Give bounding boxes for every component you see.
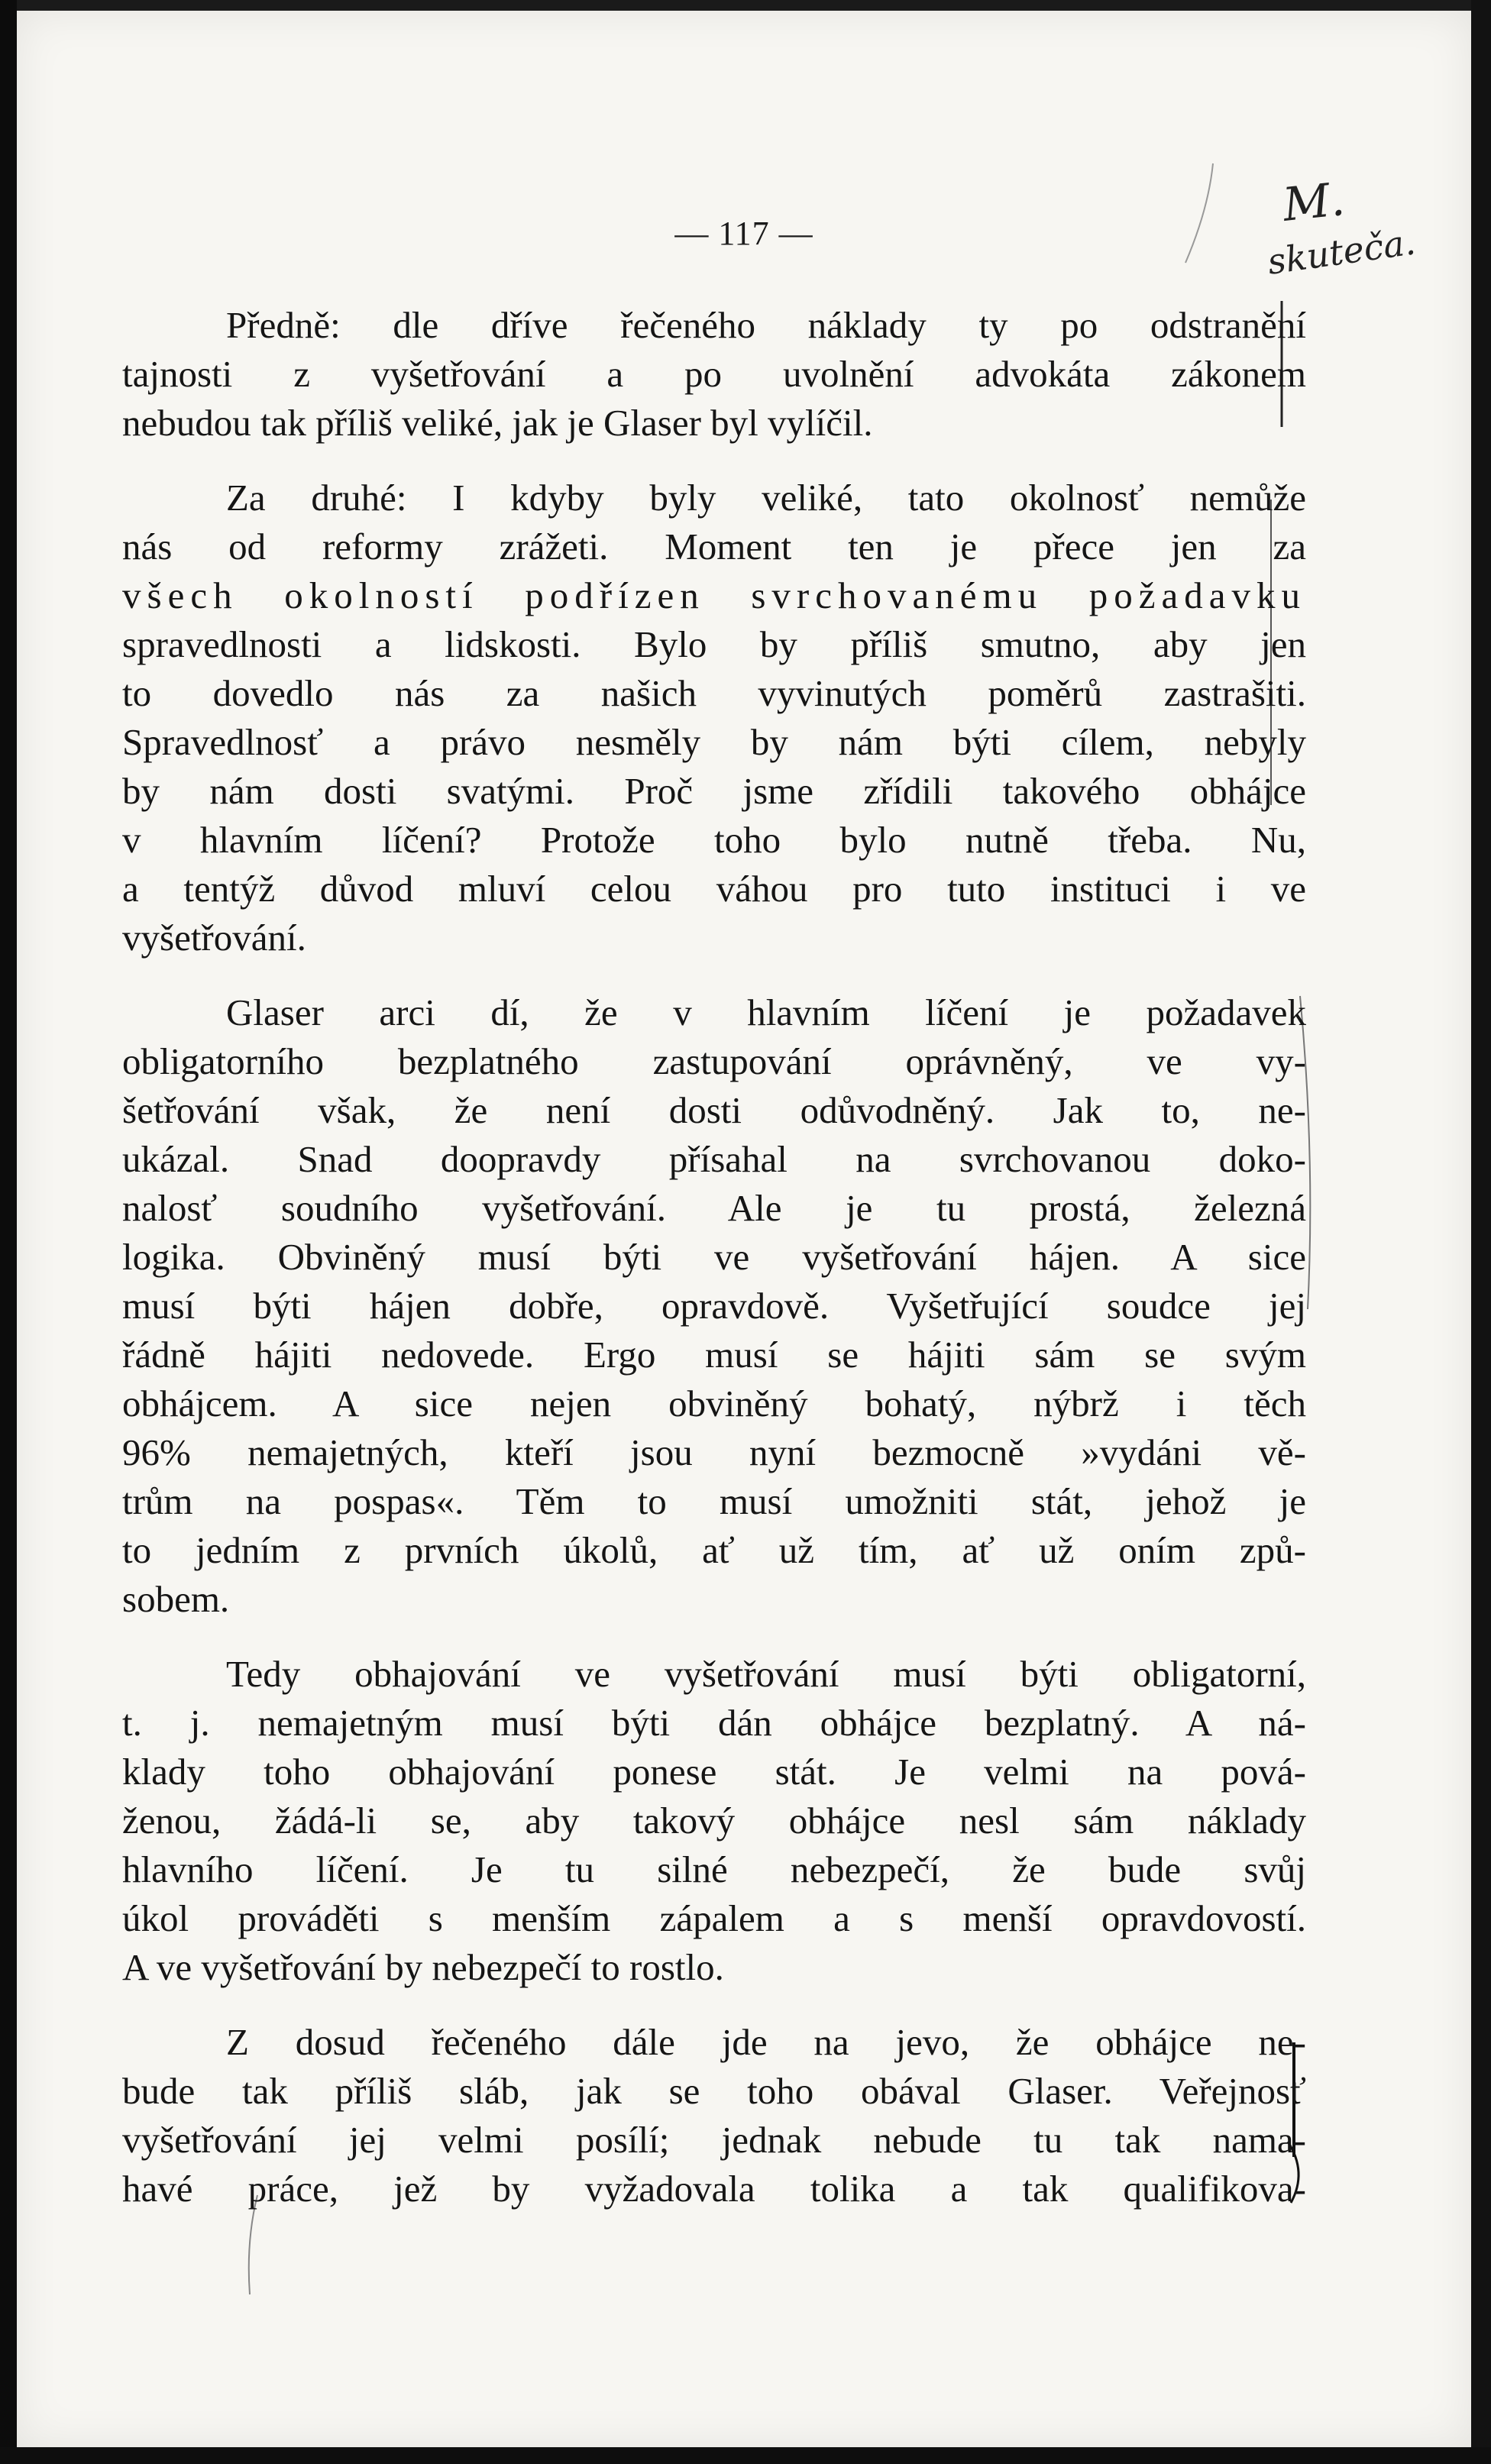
text-line: Glaser arci dí, že v hlavním líčení je požadavek [226, 991, 1306, 1033]
paragraph [122, 301, 1306, 448]
text-line: logika. Obviněný musí býti ve vyšetřování hájen. A sice [122, 1236, 1306, 1278]
text-line: bude tak příliš sláb, jak se toho obával Glaser. Veřejnosť [122, 2070, 1306, 2112]
body-text [122, 301, 1306, 2239]
text-line: nalosť soudního vyšetřování. Ale je tu prostá, železná [122, 1187, 1306, 1229]
text-line: trům na pospas«. Těm to musí umožniti stát, jehož je [122, 1480, 1306, 1522]
text-line: všech okolností podřízen svrchovanému požadavku [122, 574, 1306, 616]
text-line: nás od reformy zrážeti. Moment ten je přece jen za [122, 525, 1306, 567]
text-line: nebudou tak příliš veliké, jak je Glaser byl vylíčil. [122, 402, 873, 444]
text-line: klady toho obhajování ponese stát. Je velmi na pová- [122, 1751, 1306, 1793]
text-line: řádně hájiti nedovede. Ergo musí se hájiti sám se svým [122, 1334, 1306, 1376]
text-line: musí býti hájen dobře, opravdově. Vyšetřující soudce jej [122, 1285, 1306, 1327]
text-line: vyšetřování. [122, 917, 306, 959]
handwritten-note-line-2: skuteča. [1265, 221, 1418, 283]
text-line: t. j. nemajetným musí býti dán obhájce bezplatný. A ná- [122, 1702, 1306, 1744]
text-line: úkol prováděti s menším zápalem a s menší opravdovostí. [122, 1897, 1306, 1939]
text-line: havé práce, jež by vyžadovala tolika a tak qualifikova- [122, 2168, 1306, 2210]
scan-edge-right [1471, 0, 1491, 2464]
text-line: to dovedlo nás za našich vyvinutých poměrů zastrašiti. [122, 672, 1306, 714]
text-line: to jedním z prvních úkolů, ať už tím, ať už oním způ- [122, 1529, 1306, 1571]
text-line: obligatorního bezplatného zastupování oprávněný, ve vy- [122, 1040, 1306, 1082]
scan-edge-left [0, 0, 17, 2464]
paragraph [122, 474, 1306, 962]
text-line: v hlavním líčení? Protože toho bylo nutně třeba. Nu, [122, 819, 1306, 861]
text-line: 96% nemajetných, kteří jsou nyní bezmocně »vydáni vě- [122, 1431, 1306, 1473]
text-line: vyšetřování jej velmi posílí; jednak nebude tu tak nama- [122, 2119, 1306, 2161]
text-line: a tentýž důvod mluví celou váhou pro tuto instituci i ve [122, 868, 1306, 910]
text-line: Za druhé: I kdyby byly veliké, tato okolnosť nemůže [226, 477, 1306, 519]
paragraph [122, 1650, 1306, 1992]
book-page [17, 11, 1471, 2447]
text-line: obhájcem. A sice nejen obviněný bohatý, nýbrž i těch [122, 1382, 1306, 1424]
text-line: Z dosud řečeného dále jde na jevo, že obhájce ne- [226, 2021, 1306, 2063]
handwritten-note-line-1: M. [1280, 172, 1347, 232]
text-line: Spravedlnosť a právo nesměly by nám býti cílem, nebyly [122, 721, 1306, 763]
text-line: Předně: dle dříve řečeného náklady ty po odstranění [226, 304, 1306, 346]
text-line: sobem. [122, 1578, 230, 1620]
scan-edge-bottom [0, 2447, 1491, 2464]
text-line: šetřování však, že není dosti odůvodněný. Jak to, ne- [122, 1089, 1306, 1131]
text-line: tajnosti z vyšetřování a po uvolnění advokáta zákonem [122, 353, 1306, 395]
text-line: by nám dosti svatými. Proč jsme zřídili takového obhájce [122, 770, 1306, 812]
text-line: spravedlnosti a lidskosti. Bylo by příliš smutno, aby jen [122, 623, 1306, 665]
paragraph [122, 2018, 1306, 2213]
page-number: — 117 — [674, 215, 813, 252]
text-line: A ve vyšetřování by nebezpečí to rostlo. [122, 1946, 724, 1988]
text-line: Tedy obhajování ve vyšetřování musí býti obligatorní, [226, 1653, 1306, 1695]
text-line: ukázal. Snad doopravdy přísahal na svrchovanou doko- [122, 1138, 1306, 1180]
text-line: hlavního líčení. Je tu silné nebezpečí, že bude svůj [122, 1848, 1306, 1890]
paragraph [122, 988, 1306, 1624]
text-line: ženou, žádá-li se, aby takový obhájce nesl sám náklady [122, 1799, 1306, 1842]
